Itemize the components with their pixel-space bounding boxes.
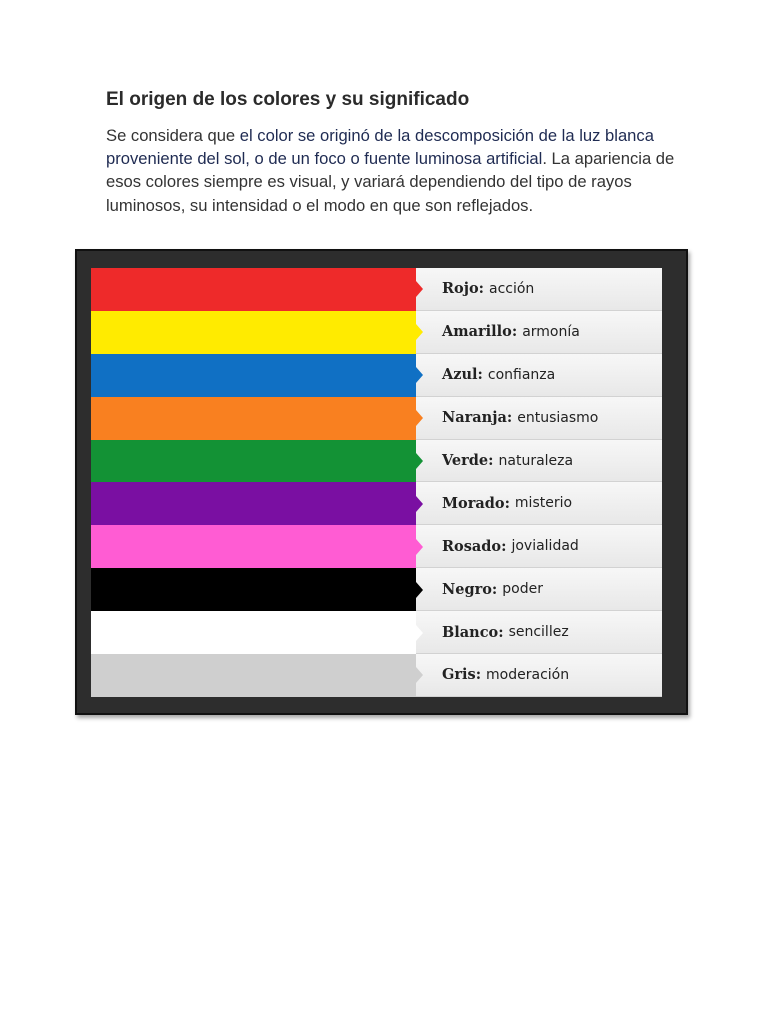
color-name: Gris: <box>442 666 482 684</box>
color-meaning: misterio <box>514 495 573 512</box>
color-label <box>416 611 662 654</box>
color-meaning: naturaleza <box>498 452 574 469</box>
paragraph-intro: Se considera que <box>106 126 240 145</box>
color-row-rosado <box>91 525 662 568</box>
color-name: Verde: <box>442 452 494 469</box>
color-name: Rojo: <box>442 280 484 298</box>
paragraph-emphasis: el color se originó de la descomposición de la luz blanca proveniente del sol, o de un foco o fuente luminosa artificial <box>106 126 654 169</box>
color-meaning: jovialidad <box>511 538 579 555</box>
color-label <box>416 654 662 697</box>
color-swatch <box>91 440 416 483</box>
page-title: El origen de los colores y su significado <box>106 89 470 110</box>
color-label <box>416 397 662 440</box>
color-swatch <box>91 525 416 568</box>
color-row-naranja <box>91 397 662 440</box>
color-row-amarillo <box>91 311 662 354</box>
color-meaning: moderación <box>486 666 570 683</box>
color-meaning: sencillez <box>508 624 569 641</box>
color-row-negro <box>91 568 662 611</box>
color-swatch <box>91 311 416 354</box>
color-label <box>416 440 662 483</box>
color-row-azul <box>91 354 662 397</box>
color-meaning: armonía <box>522 323 580 340</box>
color-name: Azul: <box>442 366 483 384</box>
color-label <box>416 568 662 611</box>
color-row-gris <box>91 654 662 697</box>
color-swatch <box>91 654 416 697</box>
color-rows <box>91 268 662 697</box>
color-name: Morado: <box>442 494 510 512</box>
color-label <box>416 354 662 397</box>
color-name: Negro: <box>442 580 498 598</box>
color-row-morado <box>91 482 662 525</box>
color-label <box>416 268 662 311</box>
color-name: Rosado: <box>442 537 507 555</box>
color-meaning: entusiasmo <box>517 409 599 426</box>
intro-paragraph <box>106 124 686 217</box>
color-name: Naranja: <box>442 409 513 427</box>
color-name: Blanco: <box>442 623 504 641</box>
color-swatch <box>91 268 416 311</box>
color-swatch <box>91 568 416 611</box>
color-row-verde <box>91 440 662 483</box>
color-name: Amarillo: <box>442 323 518 341</box>
paragraph-rest: . La apariencia de esos colores siempre es visual, y variará dependiendo del tipo de rayos luminosos, su intensidad o el modo en que son reflejados. <box>106 149 675 215</box>
color-meaning: acción <box>489 280 535 297</box>
color-swatch <box>91 482 416 525</box>
color-row-blanco <box>91 611 662 654</box>
color-label <box>416 311 662 354</box>
color-swatch <box>91 354 416 397</box>
color-label <box>416 525 662 568</box>
color-swatch <box>91 397 416 440</box>
color-meaning-infographic <box>75 249 688 715</box>
color-meaning: confianza <box>487 366 556 383</box>
color-meaning: poder <box>502 581 543 598</box>
color-row-rojo <box>91 268 662 311</box>
color-swatch <box>91 611 416 654</box>
color-label <box>416 482 662 525</box>
